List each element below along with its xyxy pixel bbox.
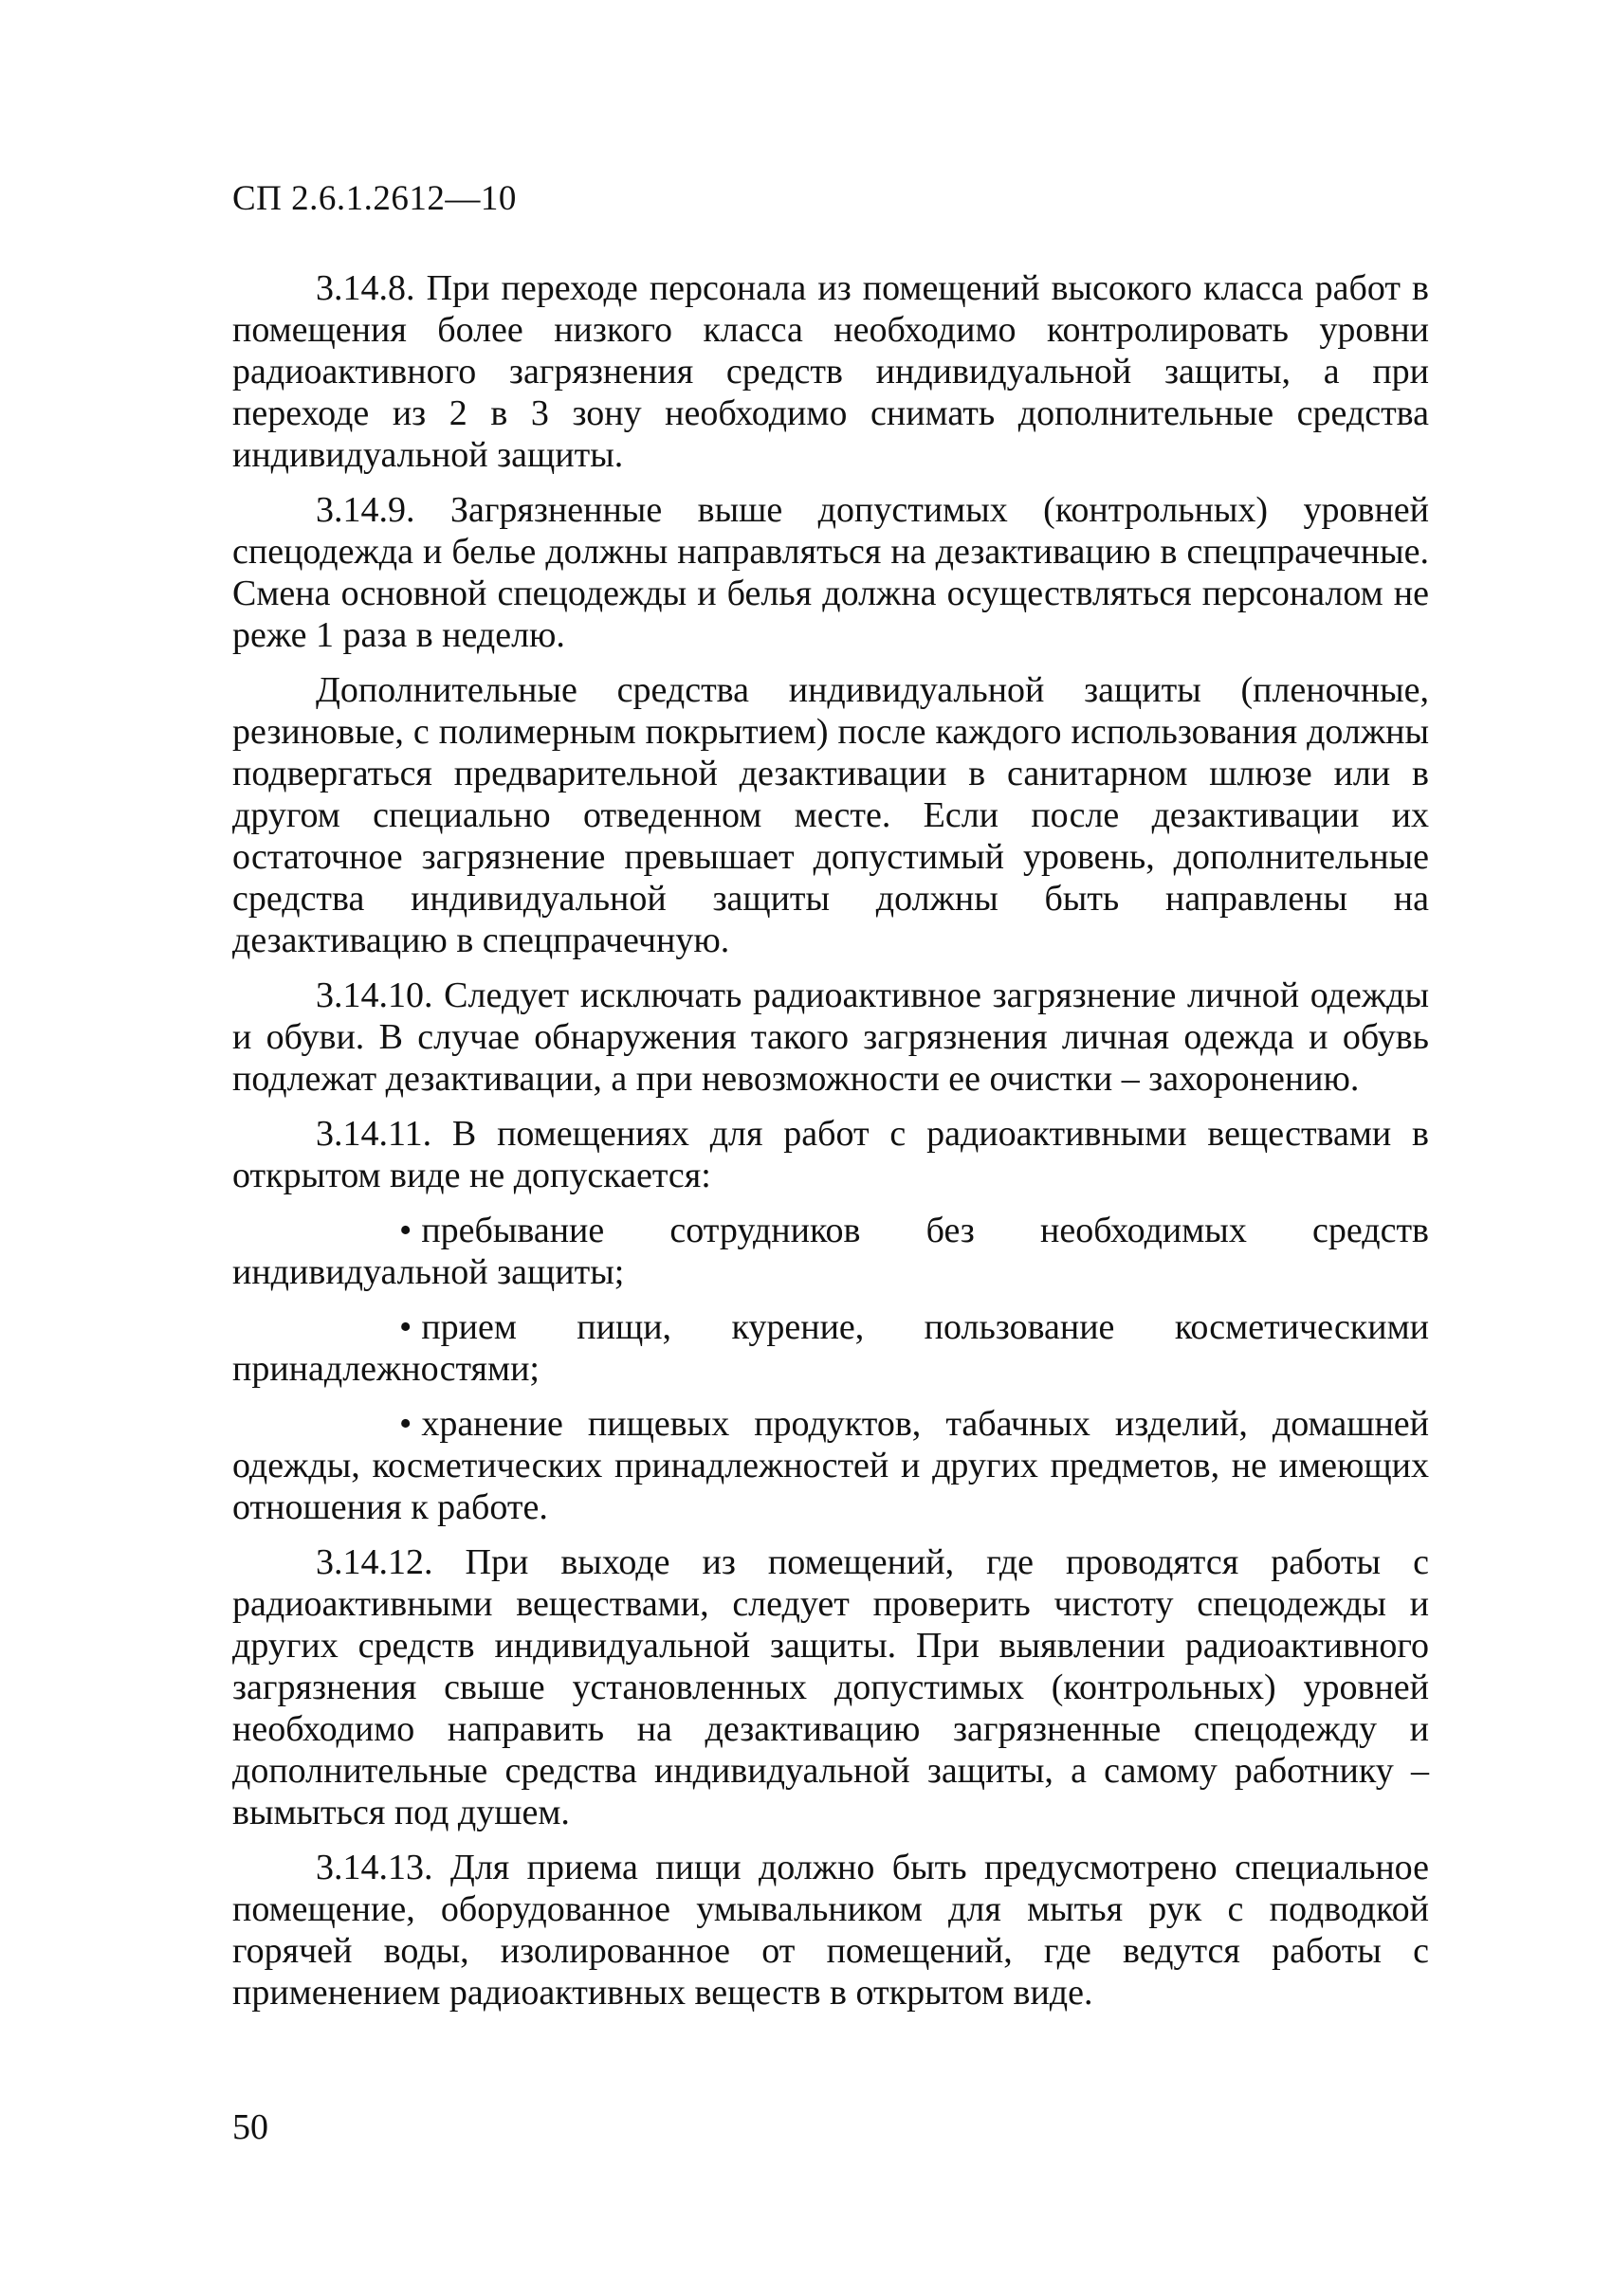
paragraph-3-14-10: 3.14.10. Следует исключать радиоактивное загрязнение личной одежды и обуви. В случае обнаружения такого загрязнения личная одежда и обувь подлежат дезактивации, а при невозможности ее очистки – захоронению. xyxy=(232,975,1429,1099)
paragraph-3-14-9: 3.14.9. Загрязненные выше допустимых (контрольных) уровней спецодежда и белье должны направляться на дезактивацию в спецпрачечные. Смена основной спецодежды и белья должна осуществляться персоналом не реже 1 раза в неделю. xyxy=(232,490,1429,655)
paragraph-3-14-8: 3.14.8. При переходе персонала из помещений высокого класса работ в помещения более низкого класса необходимо контролировать уровни радиоактивного загрязнения средств индивидуальной защиты, а при переходе из 2 в 3 зону необходимо снимать дополнительные средства индивидуальной защиты. xyxy=(232,268,1429,475)
document-body xyxy=(232,267,1429,2014)
paragraph-3-14-12: 3.14.12. При выходе из помещений, где проводятся работы с радиоактивными веществами, следует проверить чистоту спецодежды и других средств индивидуальной защиты. При выявлении радиоактивного загрязнения свыше установленных допустимых (контрольных) уровней необходимо направить на дезактивацию загрязненные спецодежду и дополнительные средства индивидуальной защиты, а самому работнику – вымыться под душем. xyxy=(232,1542,1429,1832)
list-item xyxy=(232,1403,1429,1528)
paragraph-3-14-11: 3.14.11. В помещениях для работ с радиоактивными веществами в открытом виде не допускается: xyxy=(232,1114,1429,1195)
document-code-header: СП 2.6.1.2612—10 xyxy=(232,179,517,218)
list-item-text: прием пищи, курение, пользование косметическими принадлежностями; xyxy=(232,1307,1429,1389)
list-item xyxy=(232,1210,1429,1293)
bullet-icon: • xyxy=(399,1211,412,1250)
list-item xyxy=(232,1306,1429,1390)
list-item-text: хранение пищевых продуктов, табачных изделий, домашней одежды, косметических принадлежностей и других предметов, не имеющих отношения к работе. xyxy=(232,1404,1429,1527)
page-number: 50 xyxy=(232,2107,268,2147)
bullet-icon: • xyxy=(399,1404,412,1444)
bullet-icon: • xyxy=(399,1307,412,1347)
paragraph-additional-ppe: Дополнительные средства индивидуальной защиты (пленочные, резиновые, с полимерным покрытием) после каждого использования должны подвергаться предварительной дезактивации в санитарном шлюзе или в другом специально отведенном месте. Если после дезактивации их остаточное загрязнение превышает допустимый уровень, дополнительные средства индивидуальной защиты должны быть направлены на дезактивацию в спецпрачечную. xyxy=(232,670,1429,960)
list-item-text: пребывание сотрудников без необходимых средств индивидуальной защиты; xyxy=(232,1211,1429,1292)
paragraph-3-14-13: 3.14.13. Для приема пищи должно быть предусмотрено специальное помещение, оборудованное умывальником для мытья рук с подводкой горячей воды, изолированное от помещений, где ведутся работы с применением радиоактивных веществ в открытом виде. xyxy=(232,1848,1429,2013)
